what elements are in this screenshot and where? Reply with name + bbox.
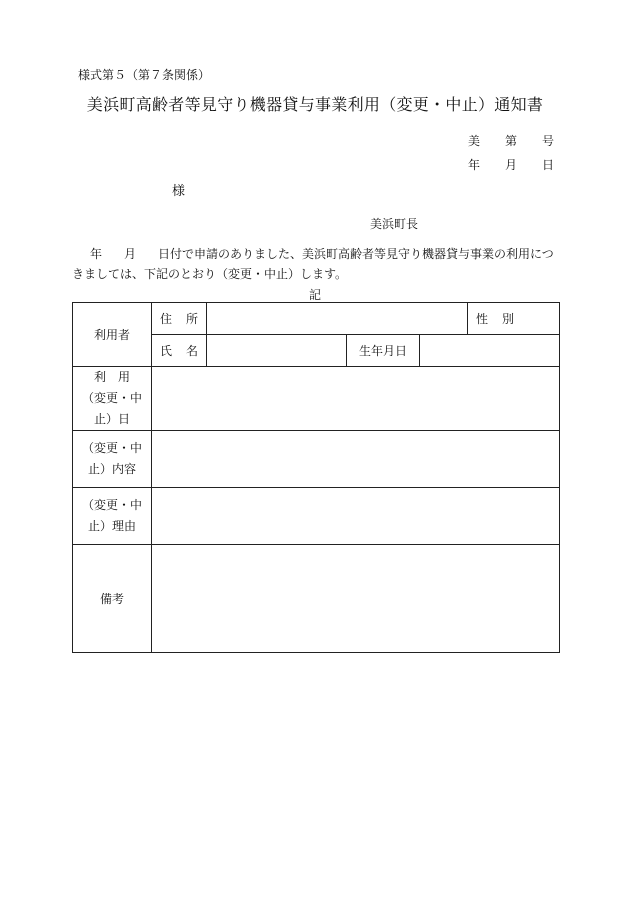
number-go: 号 xyxy=(541,134,554,148)
notice-table xyxy=(72,302,560,653)
remarks-label-cell xyxy=(73,545,152,653)
document-number-line xyxy=(468,132,554,149)
name-label-a: 氏 xyxy=(160,344,173,358)
birthdate-label-cell xyxy=(347,335,420,367)
address-field[interactable] xyxy=(207,303,468,335)
name-label-b: 名 xyxy=(186,344,199,358)
user-label: 利用者 xyxy=(93,327,130,342)
date-day: 日 xyxy=(541,158,554,172)
table-row xyxy=(73,367,560,431)
issue-date-line xyxy=(468,156,554,173)
change-reason-label-cell xyxy=(73,488,152,545)
change-reason-field[interactable] xyxy=(152,488,560,545)
change-content-label-line: （変更・中 xyxy=(81,441,142,455)
address-label-a: 住 xyxy=(160,312,173,326)
use-date-label-line: 止）日 xyxy=(93,412,130,426)
change-reason-label-line: （変更・中 xyxy=(81,498,142,512)
change-content-field[interactable] xyxy=(152,431,560,488)
notice-body xyxy=(72,244,562,284)
birthdate-field[interactable] xyxy=(420,335,560,367)
gender-label-b: 別 xyxy=(502,312,515,326)
birthdate-label: 生年月日 xyxy=(358,343,407,358)
gender-divider xyxy=(559,302,560,335)
document-title: 美浜町高齢者等見守り機器貸与事業利用（変更・中止）通知書 xyxy=(86,95,544,114)
change-content-label-cell xyxy=(73,431,152,488)
change-content-label-line: 止）内容 xyxy=(87,462,136,476)
body-line-1-rest: 日付で申請のありました、美浜町高齢者等見守り機器貸与事業の利用につ xyxy=(158,247,554,261)
table-row xyxy=(73,303,560,335)
table-row xyxy=(73,488,560,545)
body-line-2: きましては、下記のとおり（変更・中止）します。 xyxy=(72,267,348,281)
body-year: 年 xyxy=(90,247,103,261)
body-month: 月 xyxy=(124,247,137,261)
ki-heading: 記 xyxy=(308,288,321,302)
table-row xyxy=(73,545,560,653)
name-label-cell xyxy=(152,335,207,367)
remarks-label: 備考 xyxy=(99,591,124,606)
number-prefix: 美 xyxy=(468,134,481,148)
date-month: 月 xyxy=(504,158,517,172)
gender-label-cell xyxy=(468,303,560,335)
body-line-1 xyxy=(72,244,562,264)
use-date-field[interactable] xyxy=(152,367,560,431)
name-field[interactable] xyxy=(207,335,347,367)
gender-label-a: 性 xyxy=(476,312,489,326)
form-number: 様式第５（第７条関係） xyxy=(78,68,211,82)
use-date-label-cell xyxy=(73,367,152,431)
change-reason-label-line: 止）理由 xyxy=(87,519,136,533)
date-year: 年 xyxy=(468,158,481,172)
number-dai: 第 xyxy=(504,134,517,148)
remarks-field[interactable] xyxy=(152,545,560,653)
use-date-label-line: （変更・中 xyxy=(81,391,142,405)
recipient-honorific: 様 xyxy=(172,184,186,199)
address-label-b: 所 xyxy=(186,312,199,326)
issuer-name: 美浜町長 xyxy=(370,217,419,231)
user-label-cell xyxy=(73,303,152,367)
address-label-cell xyxy=(152,303,207,335)
table-row xyxy=(73,431,560,488)
use-date-label-line: 利 用 xyxy=(93,370,130,384)
